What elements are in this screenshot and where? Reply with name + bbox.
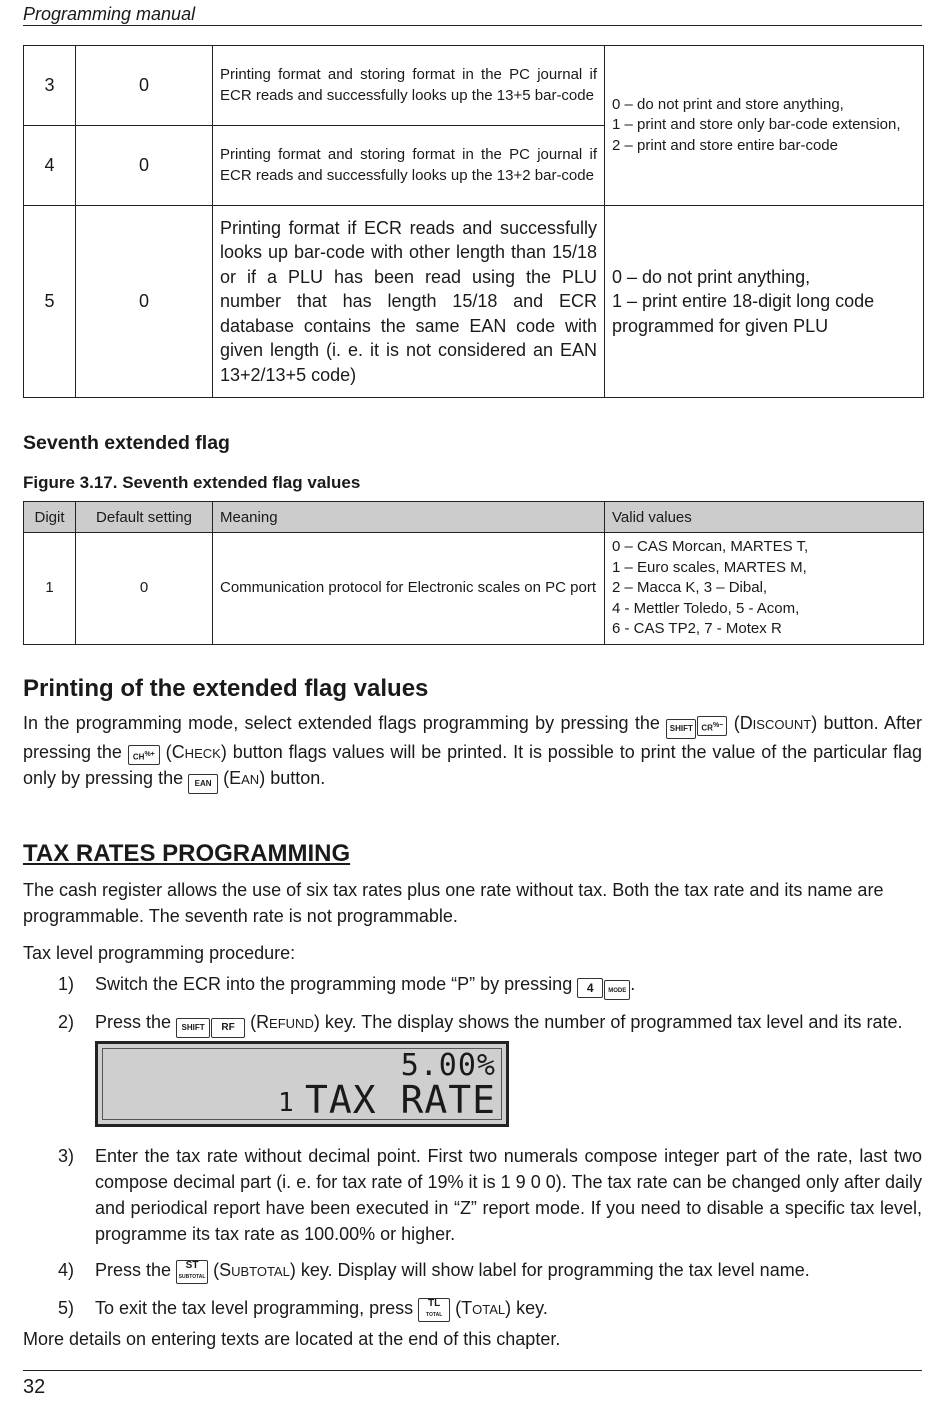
digit-cell: 5: [24, 206, 76, 398]
valid-value-line: 2 – print and store entire bar-code: [612, 136, 838, 154]
valid-value-line: 1 – print entire 18-digit long code programmed for given PLU: [612, 291, 875, 336]
valid-value-line: 1 – print and store only bar-code extension,: [612, 116, 901, 134]
more-details-paragraph: More details on entering texts are located at the end of this chapter.: [23, 1329, 561, 1349]
list-item: 2) Press the SHIFT RF (Refund) key. The display shows the number of programmed tax level and its rate.: [58, 1009, 922, 1038]
seventh-flag-heading: Seventh extended flag: [23, 432, 230, 454]
meaning-cell: Communication protocol for Electronic scales on PC port: [213, 533, 605, 645]
column-header: Valid values: [605, 502, 924, 533]
column-header: Default setting: [76, 502, 213, 533]
list-item: 5) To exit the tax level programming, press TL TOTAL (Total) key.: [58, 1295, 922, 1322]
mode-key-icon: MODE: [604, 980, 630, 1000]
digit-cell: 4: [24, 126, 76, 206]
shift-key-icon: SHIFT: [176, 1018, 210, 1038]
list-item: 3) Enter the tax rate without decimal point. First two numerals compose integer part of the rate, last two compose decimal part (i. e. for tax rate of 19% it is 1 9 0 0). The tax rate can be changed only after daily and periodical report have been executed in “Z” report mode. If you need to disable a specific tax level, programme its tax rate as 100.00% or higher.: [58, 1146, 922, 1244]
shift-key-icon: SHIFT: [666, 719, 696, 739]
tax-section-heading: TAX RATES PROGRAMMING: [23, 840, 351, 867]
lcd-label: TAX RATE: [304, 1078, 496, 1122]
tl-key-icon: TL TOTAL: [418, 1298, 450, 1322]
valid-value-line: 1 – Euro scales, MARTES M,: [612, 558, 807, 576]
column-header: Digit: [24, 502, 76, 533]
valid-value-line: 0 – CAS Morcan, MARTES T,: [612, 538, 809, 556]
four-key-icon: 4: [577, 978, 603, 998]
tax-procedure-label: Tax level programming procedure:: [23, 943, 296, 963]
lcd-index: 1: [278, 1088, 294, 1118]
default-cell: 0: [76, 206, 213, 398]
table-row: [24, 533, 924, 645]
valid-value-line: 4 - Mettler Toledo, 5 - Acom,: [612, 599, 800, 617]
lcd-rate: 5.00%: [400, 1048, 496, 1083]
valid-value-line: 2 – Macca K, 3 – Dibal,: [612, 579, 768, 597]
table-row: [24, 206, 924, 398]
footer-rule: [23, 1370, 922, 1371]
tax-intro-paragraph: The cash register allows the use of six tax rates plus one rate without tax. Both the tax rate and its name are programmable. The seventh rate is not programmable.: [23, 880, 884, 926]
list-item: 1) Switch the ECR into the programming mode “P” by pressing 4 MODE .: [58, 971, 922, 1000]
running-header: Programming manual: [23, 4, 196, 24]
figure-caption: Figure 3.17. Seventh extended flag values: [23, 473, 361, 492]
valid-values-cell: [605, 46, 924, 206]
column-header: Meaning: [213, 502, 605, 533]
table-header-row: [24, 502, 924, 533]
seventh-flag-table: [23, 501, 924, 645]
st-key-icon: ST SUBTOTAL: [176, 1260, 208, 1284]
rf-key-icon: RF: [211, 1018, 245, 1038]
valid-value-line: 0 – do not print anything,: [612, 266, 811, 287]
ean-key-icon: EAN: [188, 774, 218, 794]
valid-values-cell: [605, 206, 924, 398]
printing-section-heading: Printing of the extended flag values: [23, 675, 429, 702]
default-cell: 0: [76, 46, 213, 126]
meaning-cell: Printing format and storing format in the PC journal if ECR reads and successfully looks up the 13+5 bar-code: [213, 46, 605, 126]
printing-paragraph: In the programming mode, select extended flags programming by pressing the SHIFT CR%− (Discount) button. After pressing the CH%+ (Check) button flags values will be printed. It is possible to print the value of the particular flag only by pressing the EAN (Ean) button.: [23, 710, 922, 794]
ch-key-icon: CH%+: [128, 745, 160, 765]
flag-table-continued: [23, 45, 924, 398]
valid-value-line: 0 – do not print and store anything,: [612, 95, 844, 113]
digit-cell: 3: [24, 46, 76, 126]
header-rule: [23, 25, 922, 26]
default-cell: 0: [76, 126, 213, 206]
table-row: [24, 46, 924, 126]
meaning-cell: Printing format and storing format in the PC journal if ECR reads and successfully looks up the 13+2 bar-code: [213, 126, 605, 206]
page-number: 32: [23, 1376, 46, 1398]
meaning-cell: Printing format if ECR reads and successfully looks up bar-code with other length than 15/18 or if a PLU has been read using the PLU number that has length 15/18 and ECR database contains the same EAN code with given length (i. e. it is not considered an EAN 13+2/13+5 code): [213, 206, 605, 398]
valid-values-cell: [605, 533, 924, 645]
valid-value-line: 6 - CAS TP2, 7 - Motex R: [612, 620, 782, 638]
digit-cell: 1: [24, 533, 76, 645]
lcd-display: [95, 1041, 509, 1127]
cr-key-icon: CR%−: [697, 716, 727, 736]
default-cell: 0: [76, 533, 213, 645]
list-item: 4) Press the ST SUBTOTAL (Subtotal) key. Display will show label for programming the tax level name.: [58, 1257, 922, 1284]
